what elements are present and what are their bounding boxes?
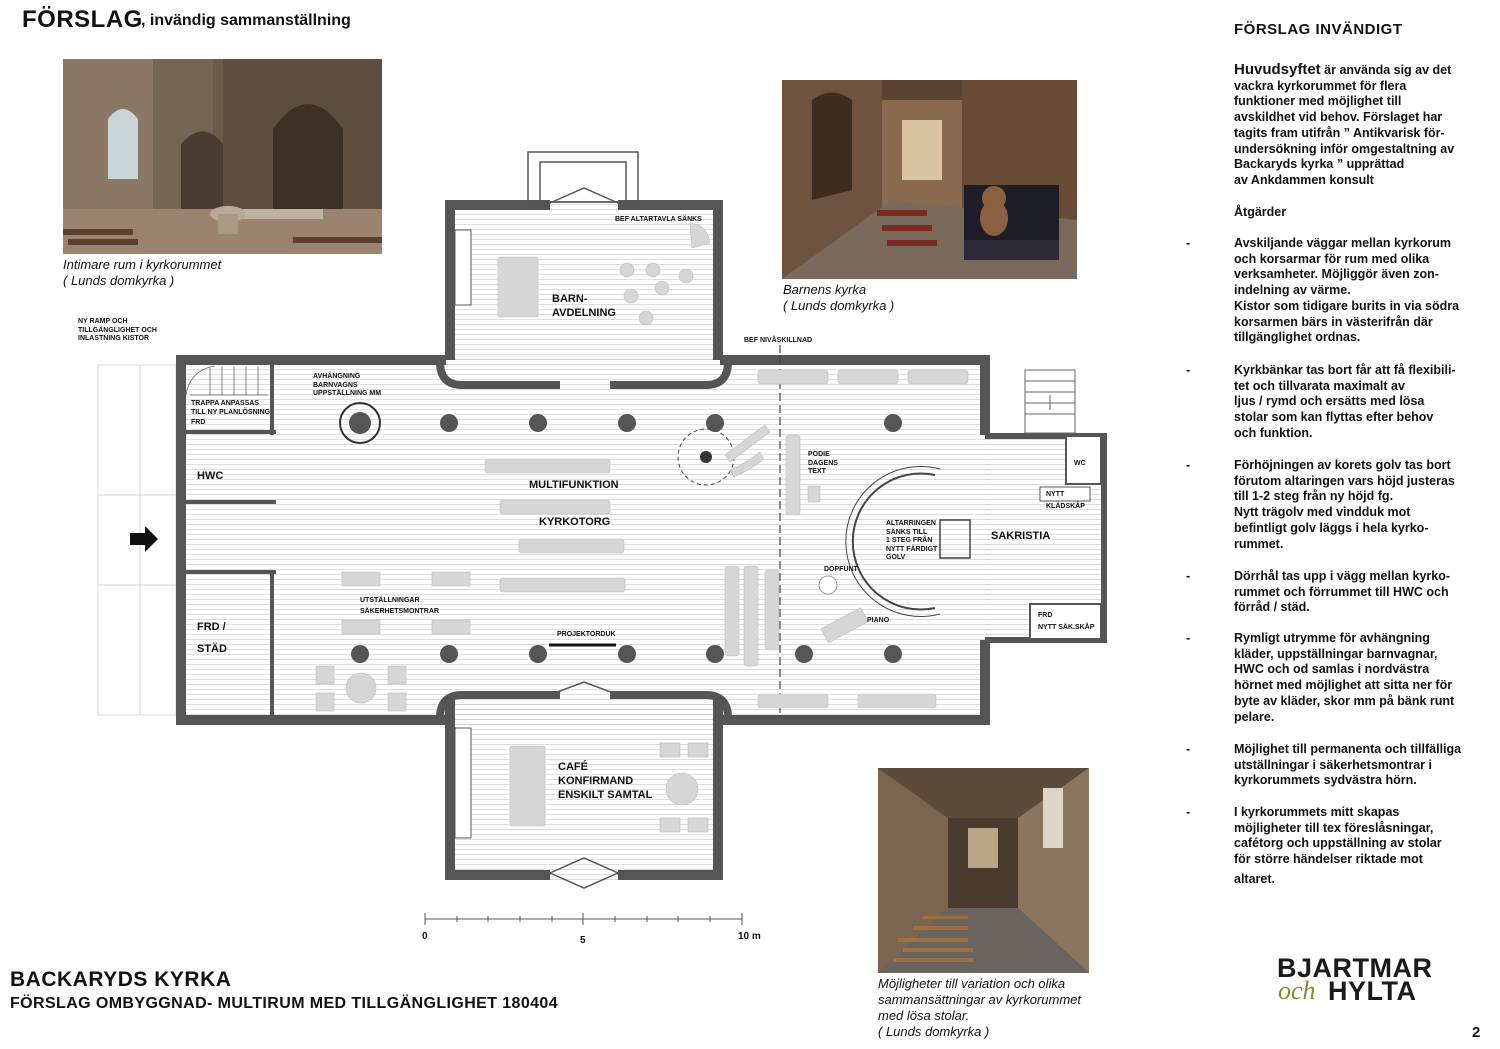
scale-bar [425, 913, 742, 925]
label-kyrkotorg: KYRKOTORG [539, 516, 611, 528]
altar-ring-note: ALTARRINGEN SÄNKS TILL 1 STEG FRÅN NYTT FÄRDIGT GOLV [886, 520, 938, 561]
description-title: FÖRSLAG INVÄNDIGT [1234, 21, 1403, 38]
label-sakristia: SAKRISTIA [991, 530, 1051, 542]
label-frd-top: FRD [191, 419, 206, 426]
label-multifunktion: MULTIFUNKTION [529, 479, 619, 491]
label-frd-stad-2: STÄD [197, 643, 227, 655]
measures-heading: Åtgärder [1234, 205, 1287, 219]
label-frd-stad-1: FRD / [197, 621, 226, 633]
page-subtitle: , invändig sammanställning [141, 12, 351, 29]
measure-item-5: Rymligt utrymme för avhängning kläder, uppställningar barnvagnar, HWC och od samlas i nordvästra hörnet med möjlighet att sitta ner för byte av kläder, skor mm på bänk runt pelare. [1234, 631, 1455, 724]
project-title: BACKARYDS KYRKA [10, 968, 232, 991]
label-hwc: HWC [197, 470, 224, 482]
project-subtitle: FÖRSLAG OMBYGGNAD- MULTIRUM MED TILLGÄNGLIGHET 180404 [10, 995, 559, 1012]
cafe-label: CAFÉ KONFIRMAND ENSKILT SAMTAL [558, 761, 653, 801]
measure-item-7: I kyrkorummets mitt skapas möjligheter till tex föreslåsningar, cafétorg och uppställning av stolar för större händelser riktade mot altaret. [1234, 805, 1442, 886]
exhibition-note: UTSTÄLLNINGAR SÄKERHETSMONTRAR [360, 597, 439, 615]
scale-ten: 10 m [738, 931, 761, 942]
podium-note: PODIE DAGENS TEXT [808, 451, 838, 475]
logo-hylta: HYLTA [1328, 976, 1417, 1006]
label-piano: PIANO [867, 617, 890, 624]
label-projektorduk: PROJEKTORDUK [557, 631, 616, 638]
label-wc: WC [1074, 460, 1086, 467]
altarpiece-note: BEF ALTARTAVLA SÄNKS [615, 216, 702, 223]
label-safe-cabinet: NYTT SÄK.SKÅP [1038, 624, 1095, 631]
label-barnavdelning-2: AVDELNING [552, 307, 616, 319]
ramp-note: NY RAMP OCH TILLGÄNGLIGHET OCH INLASTNING KISTOR [78, 318, 157, 342]
measure-item-1: Avskiljande väggar mellan kyrkorum och korsarmar för rum med olika verksamheter. Möjliggör även zon- indelning av värme. Kistor som tidigare burits in via södra korsarmen bärs in västerifrån där tillgänglighet ordnas. [1234, 236, 1460, 345]
photo-caption-3: Möjligheter till variation och olika sammansättningar av kyrkorummet med lösa stolar. ( Lunds domkyrka ) [878, 976, 1082, 1039]
stair-note: TRAPPA ANPASSAS TILL NY PLANLÖSNING [191, 400, 271, 416]
scale-five: 5 [580, 935, 586, 946]
measure-item-2: Kyrkbänkar tas bort får att få flexibili- tet och tillvarata maximalt av ljus / rymd och ersätts med lösa stolar som kan flyttas efter behov och funktion. [1234, 363, 1456, 440]
entry-arrow-icon [130, 526, 158, 552]
label-dopfunt: DOPFUNT [824, 566, 858, 573]
photo-caption-1: Intimare rum i kyrkorummet ( Lunds domkyrka ) [63, 257, 222, 288]
logo-och: och [1278, 976, 1316, 1005]
measure-item-4: Dörrhål tas upp i vägg mellan kyrko- rummet och förrummet till HWC och förråd / städ. [1234, 569, 1451, 615]
page-number: 2 [1472, 1024, 1481, 1041]
level-difference-note: BEF NIVÅSKILLNAD [744, 337, 813, 344]
label-kladskap: KLÄDSKÅP [1046, 503, 1085, 510]
label-nytt: NYTT [1046, 491, 1065, 498]
measure-item-6: Möjlighet till permanenta och tillfälliga utställningar i säkerhetsmontrar i kyrkorummets sydvästra hörn. [1234, 742, 1462, 788]
label-frd-right: FRD [1038, 612, 1053, 619]
page-title: FÖRSLAG [22, 6, 143, 33]
measure-item-3: Förhöjningen av korets golv tas bort förutom altaringen vars höjd justeras till 1-2 steg från ny höjd fg. Nytt trägolv med vindduk mot befintligt golv läggs i hela kyrko- rummet. [1234, 458, 1455, 551]
photo-caption-2: Barnens kyrka ( Lunds domkyrka ) [783, 282, 895, 313]
label-barnavdelning-1: BARN- [552, 293, 588, 305]
logo-bjartmar: BJARTMAR [1277, 953, 1433, 983]
cloakroom-note: AVHÄNGNING BARNVAGNS UPPSTÄLLNING MM [313, 373, 382, 397]
intro-paragraph: Huvudsyftet är använda sig av det vackra kyrkorummet för flera funktioner med möjlighet till avskildhet vid behov. Förslaget har tagits fram utifrån ” Antikvarisk för- undersökning inför omgestaltning av Backaryds kyrka ” upprättad av Ankdammen konsult [1234, 61, 1455, 187]
scale-zero: 0 [422, 931, 428, 942]
